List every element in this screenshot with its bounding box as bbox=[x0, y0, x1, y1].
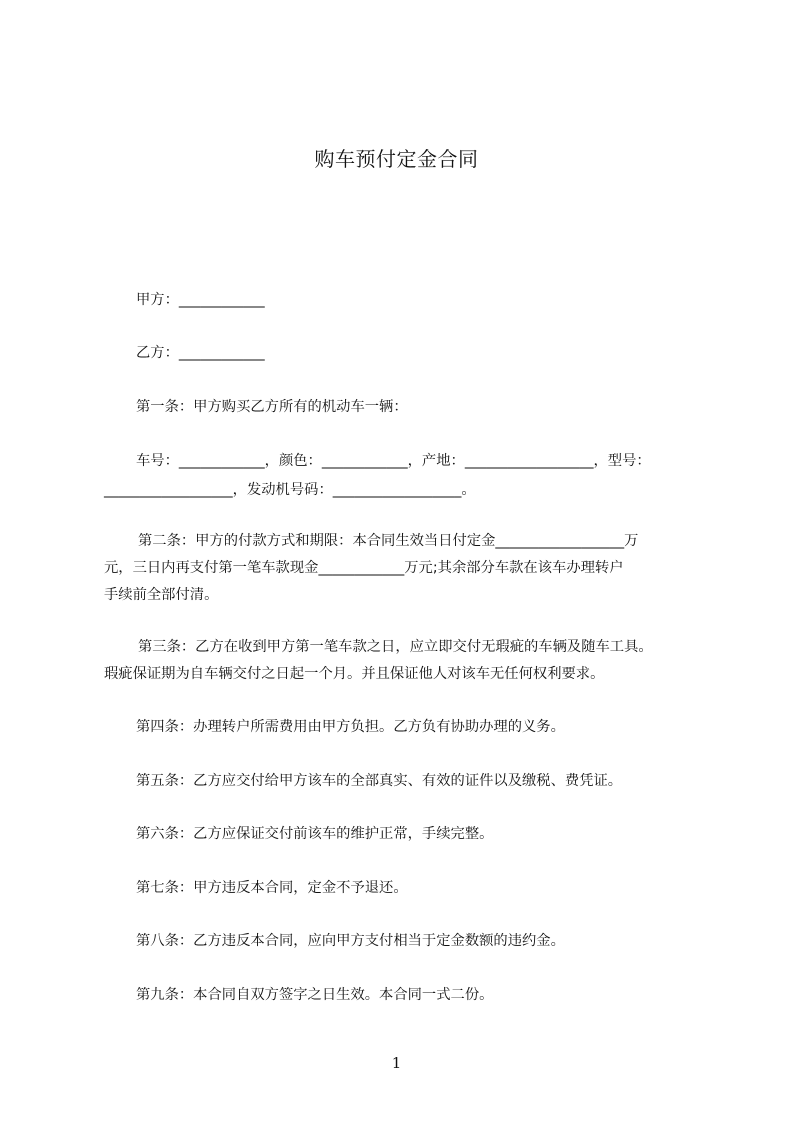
article-9: 第九条：本合同自双方签字之日生效。本合同一式二份。 bbox=[136, 987, 494, 1003]
article-2-line3: 手续前全部付清。 bbox=[104, 587, 219, 603]
article-6: 第六条：乙方应保证交付前该车的维护正常，手续完整。 bbox=[136, 826, 494, 842]
article-8: 第八条：乙方违反本合同，应向甲方支付相当于定金数额的违约金。 bbox=[136, 933, 565, 949]
party-a-line: 甲方：____________ bbox=[136, 292, 265, 308]
article-3-line1: 第三条：乙方在收到甲方第一笔车款之日，应立即交付无瑕疵的车辆及随车工具。 bbox=[138, 639, 653, 655]
article-2-line1: 第二条：甲方的付款方式和期限：本合同生效当日付定金__________________万 bbox=[138, 533, 639, 549]
party-b-line: 乙方：____________ bbox=[136, 345, 265, 361]
article-5: 第五条：乙方应交付给甲方该车的全部真实、有效的证件以及缴税、费凭证。 bbox=[136, 773, 623, 789]
article-3-line2: 瑕疵保证期为自车辆交付之日起一个月。并且保证他人对该车无任何权利要求。 bbox=[104, 666, 605, 682]
contract-title: 购车预付定金合同 bbox=[314, 147, 479, 171]
article-1-intro: 第一条：甲方购买乙方所有的机动车一辆： bbox=[136, 399, 408, 415]
page-number: 1 bbox=[391, 1054, 402, 1072]
article-2-line2: 元，三日内再支付第一笔车款现金____________万元;其余部分车款在该车办理转户 bbox=[104, 560, 624, 576]
article-7: 第七条：甲方违反本合同，定金不予退还。 bbox=[136, 880, 408, 896]
article-1-details-line2: __________________，发动机号码：__________________。 bbox=[104, 482, 476, 498]
article-1-details-line1: 车号：____________，颜色：____________，产地：__________________，型号： bbox=[136, 453, 651, 469]
article-4: 第四条：办理转户所需费用由甲方负担。乙方负有协助办理的义务。 bbox=[136, 719, 565, 735]
